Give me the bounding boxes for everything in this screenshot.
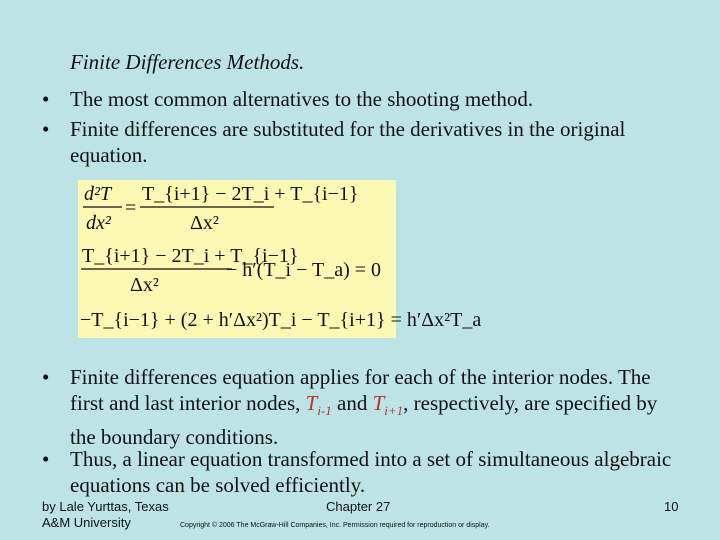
bullet-dot: • bbox=[42, 117, 50, 141]
t1-sub: i-1 bbox=[317, 403, 332, 419]
page-number: 10 bbox=[664, 499, 679, 514]
bullet-dot: • bbox=[42, 87, 50, 111]
t-i-plus-1 bbox=[372, 391, 404, 419]
eq2-rest: − h′(T_i − T_a) = 0 bbox=[226, 259, 382, 281]
slide-subtitle: Finite Differences Methods. bbox=[70, 50, 305, 74]
footer-author-line1: by Lale Yurttas, Texas bbox=[42, 499, 169, 514]
eq1-rhs-num: T_{i+1} − 2T_i + T_{i−1} bbox=[142, 183, 359, 205]
equation-box bbox=[78, 180, 482, 338]
eq3: −T_{i−1} + (2 + h′Δx²)T_i − T_{i+1} = h′Δx²T_a bbox=[80, 309, 482, 331]
eq1-lhs-den: dx² bbox=[86, 212, 111, 234]
eq2-den: Δx² bbox=[130, 274, 159, 296]
bullet-text: Finite differences are substituted for the derivatives in the original equation. bbox=[70, 117, 626, 167]
eq1-rhs-den: Δx² bbox=[190, 212, 219, 234]
eq2-num: T_{i+1} − 2T_i + T_{i−1} bbox=[82, 245, 299, 267]
footer-copyright: Copyright © 2006 The McGraw-Hill Companies, Inc. Permission required for reproduction or display. bbox=[180, 522, 490, 529]
bullet3-text-after: , respectively, are specified by the boundary conditions. bbox=[70, 391, 658, 450]
equation-svg bbox=[78, 180, 482, 338]
bullet-text bbox=[70, 364, 680, 450]
footer-author-line2: A&M University bbox=[42, 515, 131, 530]
bullet-text: Thus, a linear equation transformed into a set of simultaneous algebraic equations can be solved efficiently. bbox=[70, 447, 672, 497]
t2-base: T bbox=[372, 391, 385, 415]
bullet-dot: • bbox=[42, 365, 50, 389]
footer-chapter: Chapter 27 bbox=[326, 499, 391, 514]
eq1-equals: = bbox=[125, 197, 137, 219]
t2-sub: i+1 bbox=[384, 403, 404, 419]
bullet3-text-middle: and bbox=[331, 391, 373, 415]
t1-base: T bbox=[305, 391, 318, 415]
bullet3-text-before: Finite differences equation applies for each of the interior nodes. The first and last interior nodes, bbox=[70, 365, 651, 415]
t-i-minus-1 bbox=[305, 391, 332, 419]
bullet-dot: • bbox=[42, 447, 50, 471]
bullet-text: The most common alternatives to the shooting method. bbox=[70, 87, 534, 111]
footer-author bbox=[42, 499, 169, 531]
eq1-lhs-num: d²T bbox=[84, 183, 112, 205]
